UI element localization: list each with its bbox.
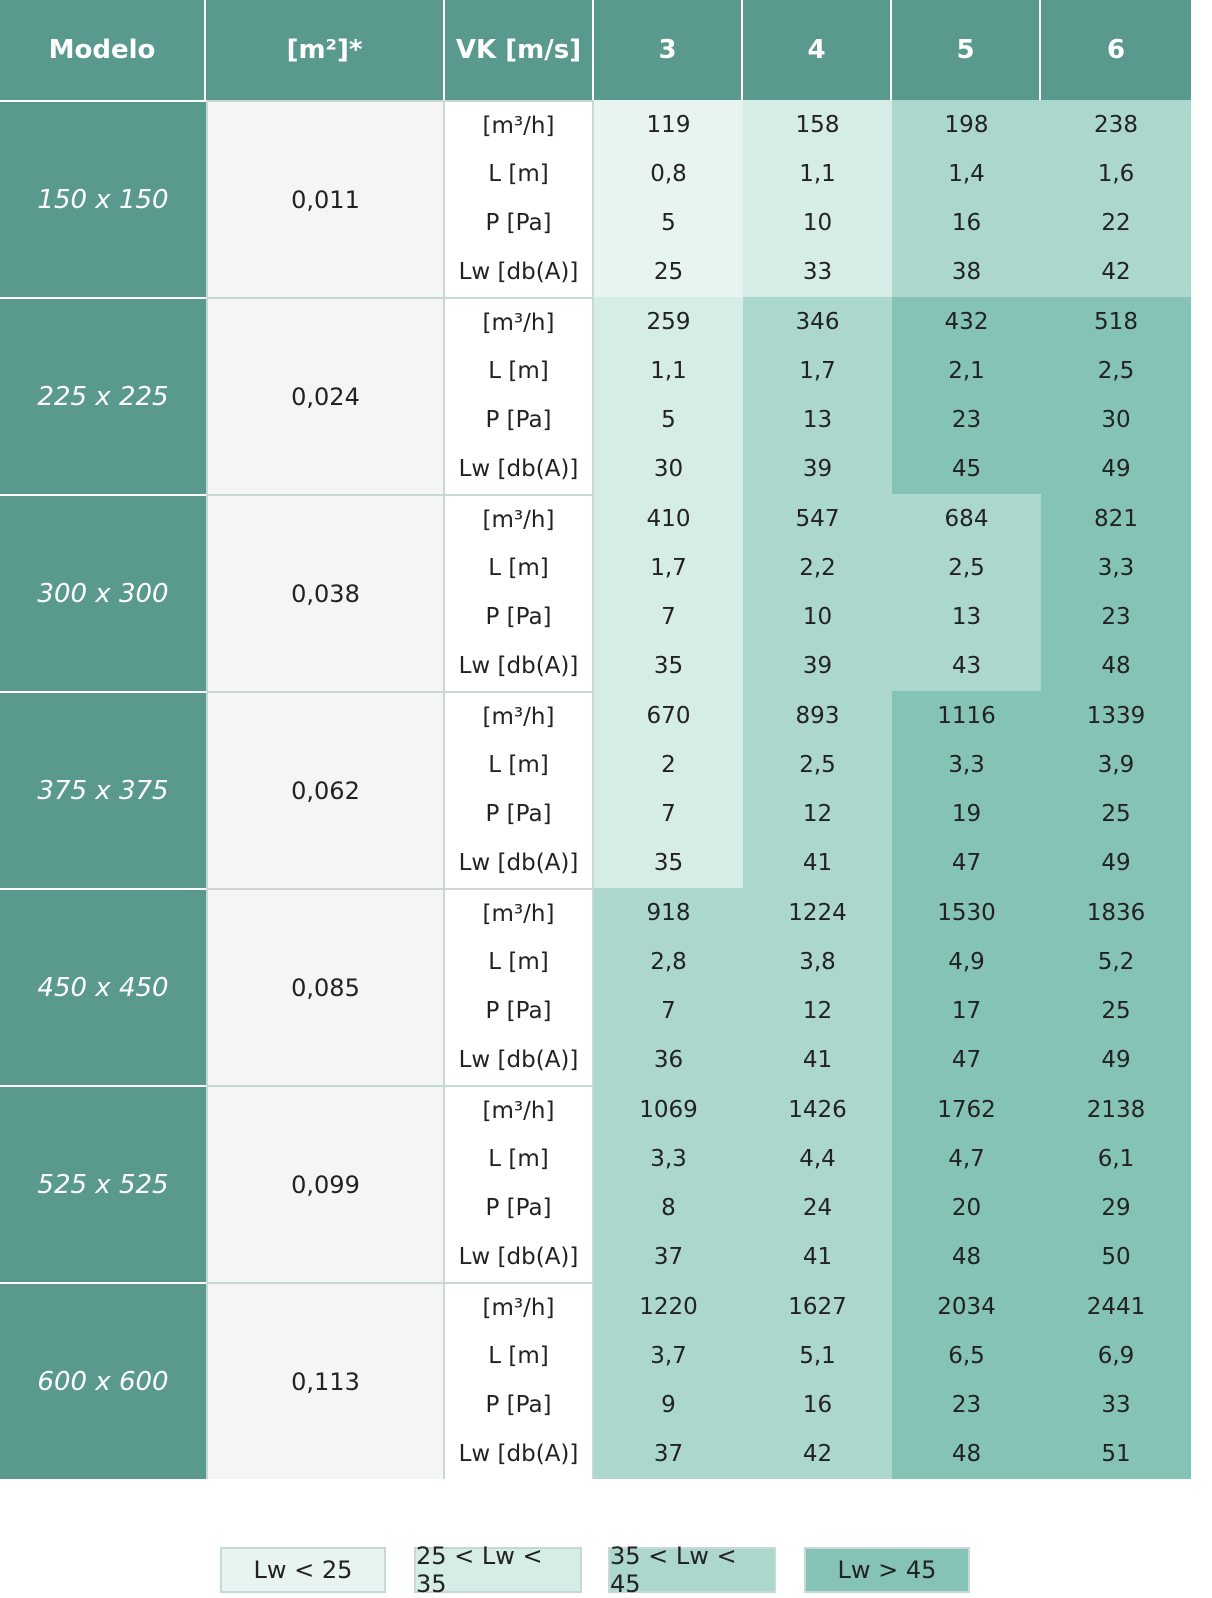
value-cell: 47 <box>892 1036 1041 1085</box>
value-cell: 3,3 <box>1041 543 1191 592</box>
value-cell: 49 <box>1041 1036 1191 1085</box>
value-cell: 33 <box>743 248 892 297</box>
value-cell: 8 <box>594 1184 743 1233</box>
unit-label: L [m] <box>445 149 594 198</box>
value-cell: 13 <box>892 593 1041 642</box>
value-cell: 7 <box>594 987 743 1036</box>
value-cell: 45 <box>892 445 1041 494</box>
value-cell: 4,7 <box>892 1134 1041 1183</box>
model-cell: 450 x 450 <box>0 888 206 1085</box>
unit-label: Lw [db(A)] <box>445 642 594 691</box>
unit-label: P [Pa] <box>445 199 594 248</box>
value-cell: 1339 <box>1041 691 1191 740</box>
unit-label: Lw [db(A)] <box>445 839 594 888</box>
value-cell: 2,2 <box>743 543 892 592</box>
header-speed-6: 6 <box>1041 0 1191 100</box>
model-cell: 225 x 225 <box>0 297 206 494</box>
value-cell: 1,1 <box>743 149 892 198</box>
value-cell: 1069 <box>594 1085 743 1134</box>
value-cell: 41 <box>743 839 892 888</box>
unit-label: P [Pa] <box>445 593 594 642</box>
value-cell: 7 <box>594 593 743 642</box>
value-cell: 3,9 <box>1041 740 1191 789</box>
header-speed-4: 4 <box>743 0 892 100</box>
header-vk: VK [m/s] <box>445 0 594 100</box>
value-cell: 1,7 <box>743 346 892 395</box>
value-cell: 30 <box>1041 396 1191 445</box>
value-cell: 0,8 <box>594 149 743 198</box>
value-cell: 1,7 <box>594 543 743 592</box>
value-cell: 35 <box>594 839 743 888</box>
value-cell: 2441 <box>1041 1282 1191 1331</box>
legend <box>0 1542 1212 1598</box>
value-cell: 23 <box>1041 593 1191 642</box>
area-cell: 0,062 <box>206 691 445 888</box>
value-cell: 23 <box>892 396 1041 445</box>
legend-lw-lt-25: Lw < 25 <box>220 1547 386 1593</box>
value-cell: 25 <box>594 248 743 297</box>
area-cell: 0,011 <box>206 100 445 297</box>
value-cell: 41 <box>743 1036 892 1085</box>
value-cell: 893 <box>743 691 892 740</box>
value-cell: 1836 <box>1041 888 1191 937</box>
unit-label: P [Pa] <box>445 987 594 1036</box>
unit-label: Lw [db(A)] <box>445 248 594 297</box>
value-cell: 25 <box>1041 790 1191 839</box>
value-cell: 410 <box>594 494 743 543</box>
value-cell: 29 <box>1041 1184 1191 1233</box>
area-cell: 0,099 <box>206 1085 445 1282</box>
value-cell: 119 <box>594 100 743 149</box>
header-model: Modelo <box>0 0 206 100</box>
value-cell: 821 <box>1041 494 1191 543</box>
value-cell: 12 <box>743 790 892 839</box>
value-cell: 238 <box>1041 100 1191 149</box>
value-cell: 3,8 <box>743 937 892 986</box>
model-cell: 150 x 150 <box>0 100 206 297</box>
value-cell: 6,1 <box>1041 1134 1191 1183</box>
value-cell: 12 <box>743 987 892 1036</box>
value-cell: 38 <box>892 248 1041 297</box>
legend-lw-gt-45: Lw > 45 <box>804 1547 970 1593</box>
value-cell: 50 <box>1041 1233 1191 1282</box>
unit-label: L [m] <box>445 937 594 986</box>
unit-label: L [m] <box>445 1331 594 1380</box>
value-cell: 4,4 <box>743 1134 892 1183</box>
value-cell: 35 <box>594 642 743 691</box>
value-cell: 2 <box>594 740 743 789</box>
value-cell: 2,5 <box>1041 346 1191 395</box>
value-cell: 2,1 <box>892 346 1041 395</box>
value-cell: 346 <box>743 297 892 346</box>
value-cell: 518 <box>1041 297 1191 346</box>
value-cell: 51 <box>1041 1430 1191 1479</box>
value-cell: 16 <box>892 199 1041 248</box>
value-cell: 10 <box>743 199 892 248</box>
value-cell: 36 <box>594 1036 743 1085</box>
value-cell: 30 <box>594 445 743 494</box>
header-area: [m²]* <box>206 0 445 100</box>
value-cell: 7 <box>594 790 743 839</box>
value-cell: 2034 <box>892 1282 1041 1331</box>
value-cell: 2,5 <box>892 543 1041 592</box>
unit-label: P [Pa] <box>445 396 594 445</box>
value-cell: 24 <box>743 1184 892 1233</box>
value-cell: 670 <box>594 691 743 740</box>
unit-label: P [Pa] <box>445 790 594 839</box>
value-cell: 1220 <box>594 1282 743 1331</box>
value-cell: 432 <box>892 297 1041 346</box>
value-cell: 3,3 <box>594 1134 743 1183</box>
value-cell: 48 <box>1041 642 1191 691</box>
value-cell: 5 <box>594 199 743 248</box>
value-cell: 1224 <box>743 888 892 937</box>
value-cell: 17 <box>892 987 1041 1036</box>
value-cell: 1762 <box>892 1085 1041 1134</box>
unit-label: L [m] <box>445 543 594 592</box>
value-cell: 1,6 <box>1041 149 1191 198</box>
unit-label: Lw [db(A)] <box>445 1233 594 1282</box>
value-cell: 42 <box>1041 248 1191 297</box>
value-cell: 33 <box>1041 1381 1191 1430</box>
value-cell: 1116 <box>892 691 1041 740</box>
value-cell: 37 <box>594 1430 743 1479</box>
unit-label: P [Pa] <box>445 1184 594 1233</box>
unit-label: L [m] <box>445 740 594 789</box>
legend-lw-35-45: 35 < Lw < 45 <box>608 1547 776 1593</box>
value-cell: 9 <box>594 1381 743 1430</box>
value-cell: 6,5 <box>892 1331 1041 1380</box>
value-cell: 5 <box>594 396 743 445</box>
model-cell: 600 x 600 <box>0 1282 206 1479</box>
value-cell: 48 <box>892 1233 1041 1282</box>
value-cell: 684 <box>892 494 1041 543</box>
unit-label: L [m] <box>445 346 594 395</box>
value-cell: 259 <box>594 297 743 346</box>
value-cell: 547 <box>743 494 892 543</box>
model-cell: 375 x 375 <box>0 691 206 888</box>
value-cell: 25 <box>1041 987 1191 1036</box>
value-cell: 2138 <box>1041 1085 1191 1134</box>
value-cell: 5,2 <box>1041 937 1191 986</box>
model-cell: 300 x 300 <box>0 494 206 691</box>
model-cell: 525 x 525 <box>0 1085 206 1282</box>
value-cell: 1627 <box>743 1282 892 1331</box>
value-cell: 22 <box>1041 199 1191 248</box>
area-cell: 0,038 <box>206 494 445 691</box>
value-cell: 158 <box>743 100 892 149</box>
value-cell: 13 <box>743 396 892 445</box>
value-cell: 49 <box>1041 839 1191 888</box>
value-cell: 16 <box>743 1381 892 1430</box>
value-cell: 43 <box>892 642 1041 691</box>
unit-label: [m³/h] <box>445 297 594 346</box>
value-cell: 4,9 <box>892 937 1041 986</box>
value-cell: 47 <box>892 839 1041 888</box>
value-cell: 49 <box>1041 445 1191 494</box>
unit-label: [m³/h] <box>445 888 594 937</box>
value-cell: 2,5 <box>743 740 892 789</box>
value-cell: 23 <box>892 1381 1041 1430</box>
unit-label: [m³/h] <box>445 494 594 543</box>
value-cell: 20 <box>892 1184 1041 1233</box>
area-cell: 0,113 <box>206 1282 445 1479</box>
unit-label: [m³/h] <box>445 691 594 740</box>
value-cell: 1426 <box>743 1085 892 1134</box>
value-cell: 1,4 <box>892 149 1041 198</box>
value-cell: 37 <box>594 1233 743 1282</box>
value-cell: 3,3 <box>892 740 1041 789</box>
value-cell: 198 <box>892 100 1041 149</box>
value-cell: 48 <box>892 1430 1041 1479</box>
header-speed-3: 3 <box>594 0 743 100</box>
value-cell: 42 <box>743 1430 892 1479</box>
value-cell: 6,9 <box>1041 1331 1191 1380</box>
header-speed-5: 5 <box>892 0 1041 100</box>
value-cell: 1530 <box>892 888 1041 937</box>
value-cell: 5,1 <box>743 1331 892 1380</box>
value-cell: 918 <box>594 888 743 937</box>
value-cell: 2,8 <box>594 937 743 986</box>
legend-lw-25-35: 25 < Lw < 35 <box>414 1547 582 1593</box>
value-cell: 39 <box>743 642 892 691</box>
value-cell: 41 <box>743 1233 892 1282</box>
unit-label: Lw [db(A)] <box>445 445 594 494</box>
unit-label: Lw [db(A)] <box>445 1036 594 1085</box>
value-cell: 39 <box>743 445 892 494</box>
value-cell: 10 <box>743 593 892 642</box>
unit-label: [m³/h] <box>445 100 594 149</box>
value-cell: 3,7 <box>594 1331 743 1380</box>
unit-label: L [m] <box>445 1134 594 1183</box>
unit-label: [m³/h] <box>445 1085 594 1134</box>
unit-label: P [Pa] <box>445 1381 594 1430</box>
area-cell: 0,085 <box>206 888 445 1085</box>
unit-label: [m³/h] <box>445 1282 594 1331</box>
area-cell: 0,024 <box>206 297 445 494</box>
value-cell: 19 <box>892 790 1041 839</box>
unit-label: Lw [db(A)] <box>445 1430 594 1479</box>
value-cell: 1,1 <box>594 346 743 395</box>
